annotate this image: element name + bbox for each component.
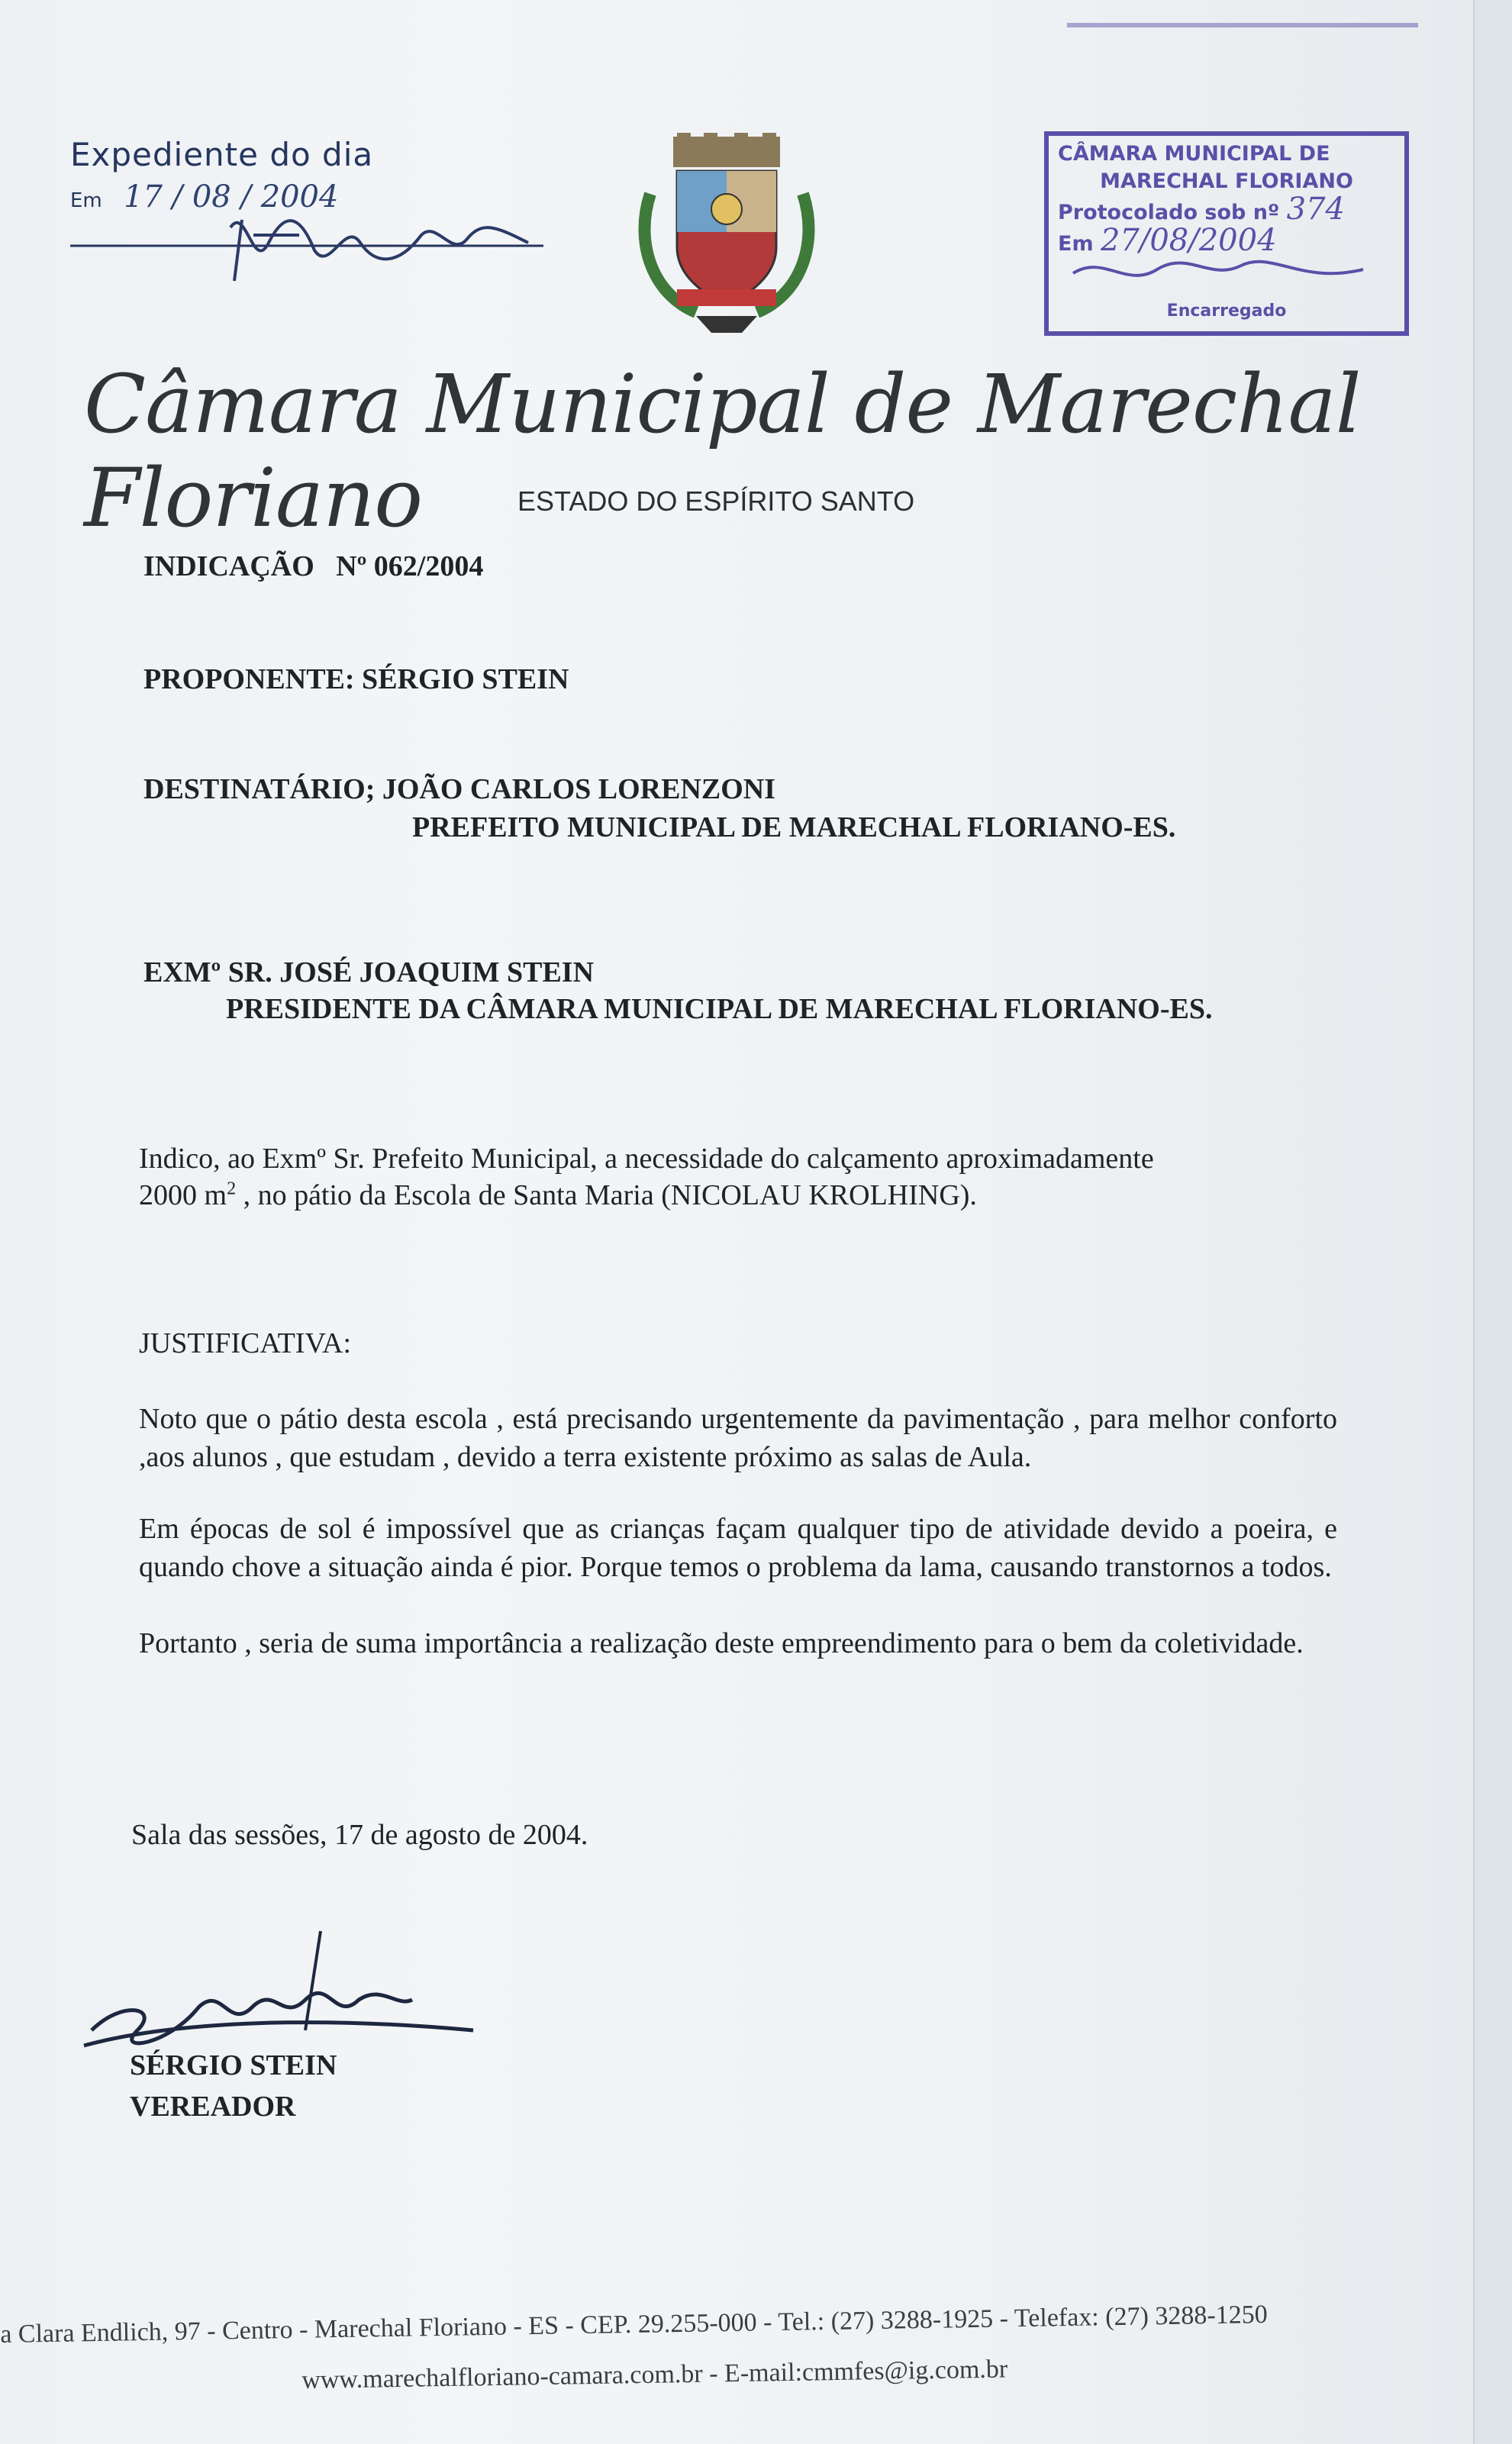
justificativa-paragraph-2: Em épocas de sol é impossível que as crianças façam qualquer tipo de atividade devido a poeira, e quando chove a situação ainda é pior. Porque temos o problema da lama, causando transtornos a todos. xyxy=(139,1513,1337,1583)
justificativa-paragraph-1: Noto que o pátio desta escola , está precisando urgentemente da pavimentação , para melhor conforto ,aos alunos , que estudam , devido a terra existente próximo as salas de Aula. xyxy=(139,1403,1337,1473)
protocol-row xyxy=(1058,192,1395,227)
protocol-role: Encarregado xyxy=(1166,301,1287,321)
destinatario-line1: DESTINATÁRIO; JOÃO CARLOS LORENZONI xyxy=(143,773,776,805)
protocol-stamp-line2: MARECHAL FLORIANO xyxy=(1100,169,1353,193)
protocol-date-row xyxy=(1058,223,1395,258)
coat-of-arms-emblem xyxy=(635,133,818,335)
expediente-em-label: Em xyxy=(70,189,102,212)
protocol-stamp-line1: CÂMARA MUNICIPAL DE xyxy=(1058,142,1330,166)
request-line2 xyxy=(139,1178,977,1212)
protocol-stamp xyxy=(1044,131,1409,336)
footer-web-email: www.marechalfloriano-camara.com.br - E-mail:cmmfes@ig.com.br xyxy=(301,2355,1008,2394)
proponente-line: PROPONENTE: SÉRGIO STEIN xyxy=(143,663,569,695)
expediente-date: 17 / 08 / 2004 xyxy=(124,179,339,214)
indicacao-number: Nº 062/2004 xyxy=(336,550,484,582)
indicacao-label: INDICAÇÃO xyxy=(143,550,314,582)
protocol-date: 27/08/2004 xyxy=(1100,223,1277,258)
signer-name: SÉRGIO STEIN xyxy=(130,2049,337,2081)
expediente-stamp xyxy=(70,136,566,289)
expediente-signature xyxy=(70,197,566,289)
request-area-exponent: 2 xyxy=(227,1178,237,1199)
justificativa-heading: JUSTIFICATIVA: xyxy=(139,1327,352,1359)
expediente-title: Expediente do dia xyxy=(70,136,374,173)
closing-line: Sala das sessões, 17 de agosto de 2004. xyxy=(131,1819,588,1851)
request-location: , no pátio da Escola de Santa Maria (NICOLAU KROLHING). xyxy=(236,1179,977,1211)
signer-role: VEREADOR xyxy=(130,2091,296,2123)
top-stamp-fragment xyxy=(1067,23,1418,43)
justificativa-paragraph-3: Portanto , seria de suma importância a realização deste empreendimento para o bem da coletividade. xyxy=(139,1627,1304,1659)
state-subtitle: ESTADO DO ESPÍRITO SANTO xyxy=(517,485,915,517)
protocol-date-label: Em xyxy=(1058,232,1094,256)
handwritten-signature xyxy=(76,1916,504,2068)
protocol-signature xyxy=(1058,258,1394,289)
protocol-label: Protocolado sob nº xyxy=(1058,201,1280,224)
destinatario-line2: PREFEITO MUNICIPAL DE MARECHAL FLORIANO-ES. xyxy=(412,811,1176,843)
request-area: 2000 m xyxy=(139,1179,227,1211)
request-line1: Indico, ao Exmº Sr. Prefeito Municipal, a necessidade do calçamento aproximadamente xyxy=(139,1143,1154,1175)
addressee-line2: PRESIDENTE DA CÂMARA MUNICIPAL DE MARECHAL FLORIANO-ES. xyxy=(226,993,1213,1025)
institution-title: Câmara Municipal de Marechal Floriano xyxy=(84,357,1361,545)
footer-address: a Clara Endlich, 97 - Centro - Marechal Floriano - ES - CEP. 29.255-000 - Tel.: (27) 3288-1925 - Telefax: (27) 3288-1250 xyxy=(0,2300,1268,2349)
protocol-number: 374 xyxy=(1286,192,1345,227)
indicacao-heading xyxy=(143,550,483,583)
addressee-line1: EXMº SR. JOSÉ JOAQUIM STEIN xyxy=(143,956,595,988)
